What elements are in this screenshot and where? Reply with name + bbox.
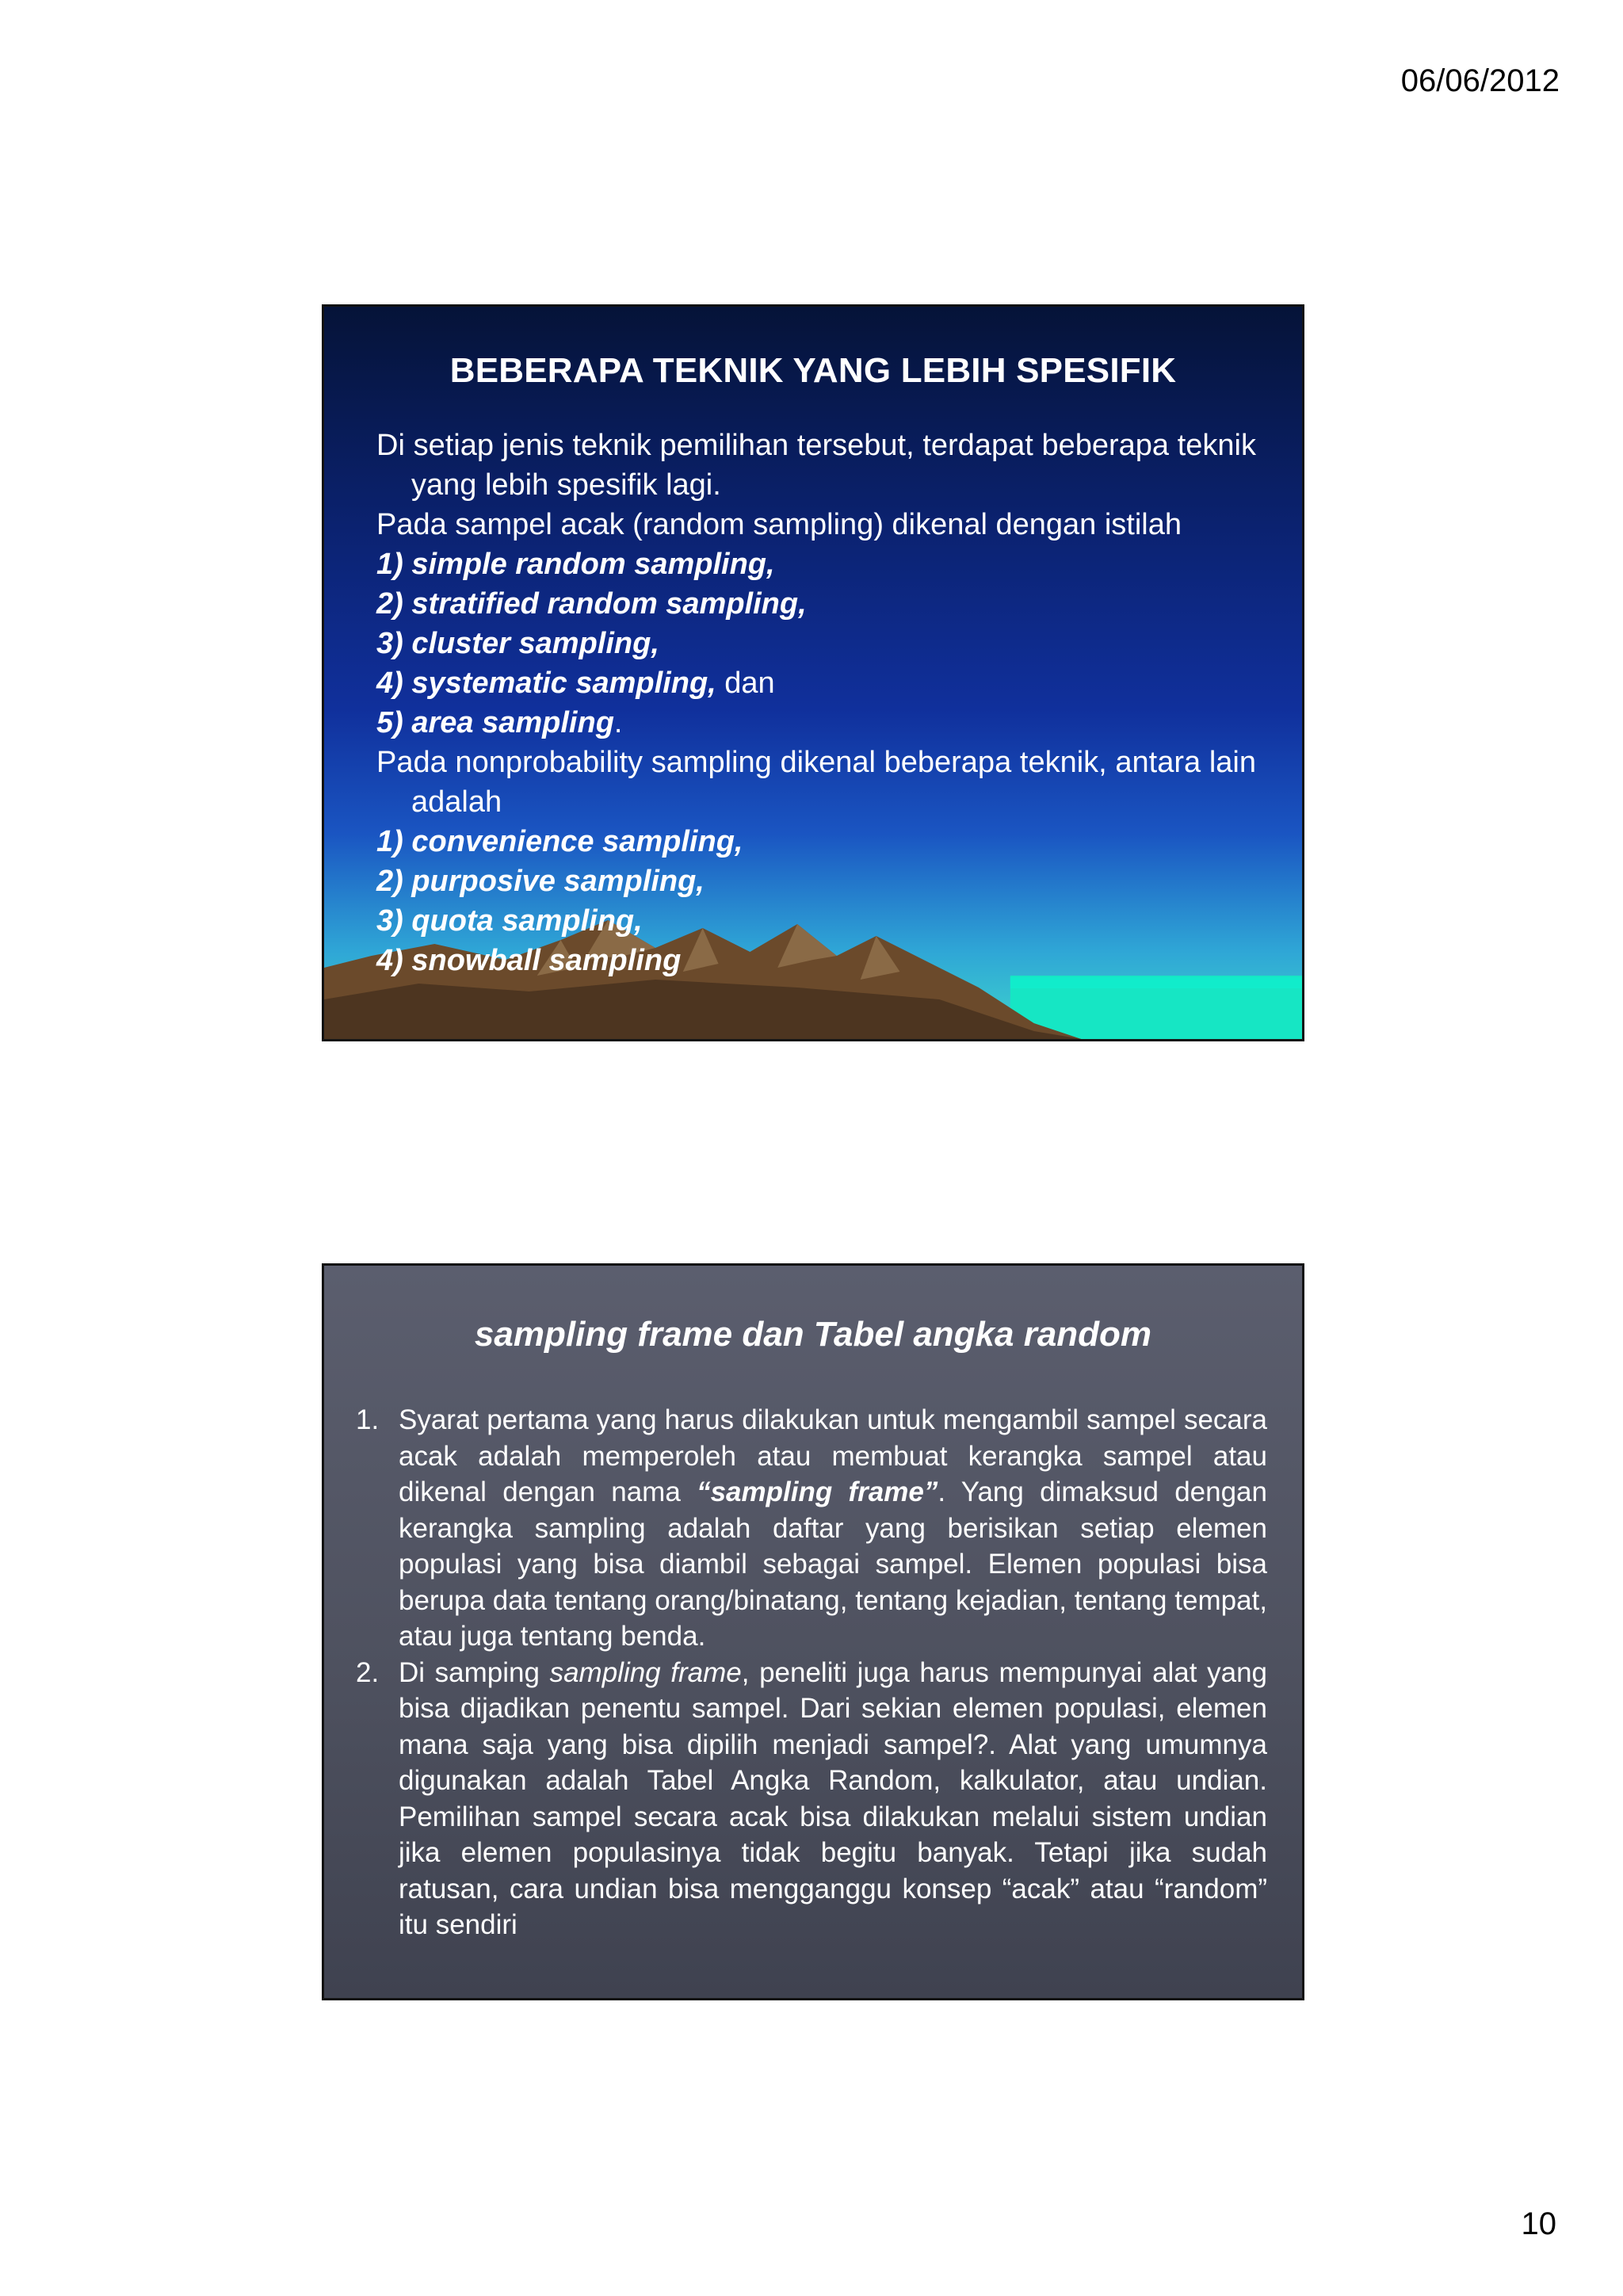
slide-sampling-frame [322, 1263, 1304, 2000]
sampling-frame-list [356, 1402, 1267, 1943]
page-date: 06/06/2012 [1400, 63, 1560, 98]
slide2-title: sampling frame dan Tabel angka random [474, 1315, 1152, 1354]
random-item-4 [376, 663, 1256, 703]
list-item-number: 1. [356, 1404, 380, 1435]
nonprob-item-3: 3) quota sampling, [376, 904, 643, 938]
nonprob-item-2: 2) purposive sampling, [376, 865, 705, 898]
item1-emphasis: “sampling frame” [697, 1477, 938, 1507]
item1-text-a: Syarat pertama yang harus dilakukan untuk mengambil sampel secara acak adalah memperoleh atau membuat kerangka sampel atau dikenal dengan nama [399, 1404, 1267, 1507]
list-item [356, 1402, 1267, 1655]
nonprob-item-4: 4) snowball sampling [376, 944, 682, 977]
nonprob-item-1: 1) convenience sampling, [376, 825, 743, 858]
random-item-3: 3) cluster sampling, [376, 627, 659, 660]
item1-text-b: . Yang dimaksud dengan kerangka sampling adalah daftar yang berisikan setiap elemen populasi yang bisa diambil sebagai sampel. Elemen populasi bisa berupa data tentang orang/binatang, tentang kejadian, tentang tempat, atau juga tentang benda. [399, 1477, 1267, 1652]
random-item-5-label: 5) area sampling [376, 706, 614, 739]
list-item-number: 2. [356, 1656, 380, 1688]
random-item-5-tail: . [613, 706, 623, 739]
item2-text-a: Di samping [399, 1656, 550, 1688]
random-item-5 [376, 703, 1256, 743]
item2-emphasis: sampling frame [549, 1656, 742, 1688]
random-item-1: 1) simple random sampling, [376, 548, 775, 581]
slide-specific-techniques [322, 304, 1304, 1041]
page-number: 10 [1521, 2206, 1556, 2241]
random-item-2: 2) stratified random sampling, [376, 587, 807, 621]
slide1-body [376, 426, 1256, 980]
random-sampling-intro: Pada sampel acak (random sampling) dikenal dengan istilah [376, 508, 1182, 541]
random-item-4-tail: dan [716, 667, 775, 700]
intro-paragraph: Di setiap jenis teknik pemilihan tersebut, terdapat beberapa teknik yang lebih spesifik lagi. [376, 429, 1256, 502]
random-item-4-label: 4) systematic sampling, [376, 667, 716, 700]
list-item [356, 1655, 1267, 1943]
item2-text-b: , peneliti juga harus mempunyai alat yang bisa dijadikan penentu sampel. Dari sekian elemen populasi, elemen mana saja yang bisa dipilih menjadi sampel?. Alat yang umumnya digunakan adalah Tabel Angka Random, kalkulator, atau undian. Pemilihan sampel secara acak bisa dilakukan melalui sistem undian jika elemen populasinya tidak begitu banyak. Tetapi jika sudah ratusan, cara undian bisa mengganggu konsep “acak” atau “random” itu sendiri [399, 1656, 1268, 1940]
slide1-title: BEBERAPA TEKNIK YANG LEBIH SPESIFIK [449, 351, 1177, 390]
nonprobability-intro: Pada nonprobability sampling dikenal beberapa teknik, antara lain adalah [376, 746, 1256, 819]
